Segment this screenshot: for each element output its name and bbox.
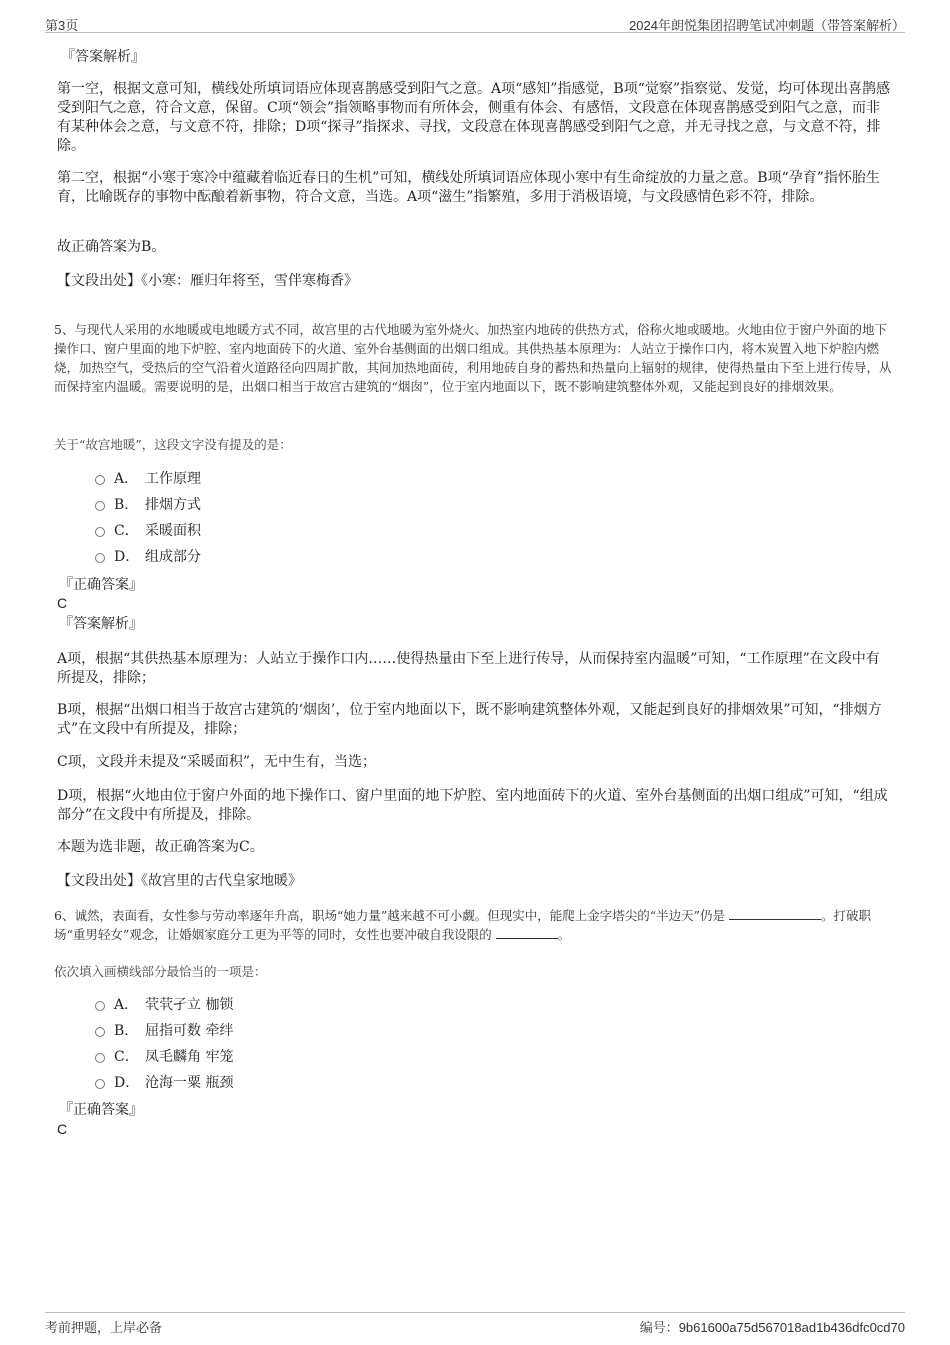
analysis-paragraph: 第一空，根据文意可知，横线处所填词语应体现喜鹊感受到阳气之意。A项“感知”指感觉，B项“觉察”指察觉、发觉，均可体现出喜鹊感受到阳气之意，符合文意，保留。C项“领会”指领略事物而有所体会，侧重有体会、有感悟，文段意在体现喜鹊感受到阳气之意，而非有某种体会之意，与文意不符，排除；D项“探寻”指探求、寻找，文段意在体现喜鹊感受到阳气之意，并无寻找之意，与文意不符，排除。 <box>57 81 891 154</box>
question-5-prompt: 关于“故宫地暖”，这段文字没有提及的是： <box>54 437 292 452</box>
page-number: 第3页 <box>45 18 79 33</box>
analysis-paragraph: C项，文段并未提及“采暖面积”，无中生有，当选； <box>57 754 377 770</box>
radio-icon[interactable] <box>95 501 105 511</box>
question-6-text: 6、诚然，表面看，女性参与劳动率逐年升高，职场“她力量”越来越不可小觑。但现实中，能爬上金字塔尖的“半边天”仍是 。打破职场“重男轻女”观念，让婚姻家庭分工更为平等的同时，女性也要冲破自我设限的 。 <box>54 908 872 942</box>
radio-icon[interactable] <box>95 1001 105 1011</box>
answer-conclusion: 本题为选非题，故正确答案为C。 <box>57 839 264 855</box>
footer-slogan: 考前押题，上岸必备 <box>45 1320 163 1335</box>
document-title: 2024年朗悦集团招聘笔试冲刺题（带答案解析） <box>629 18 905 33</box>
correct-answer-tag: 『正确答案』 <box>59 577 143 593</box>
passage-source: 【文段出处】《故宫里的古代皇家地暖》 <box>57 873 302 889</box>
answer-conclusion: 故正确答案为B。 <box>57 239 166 255</box>
answer-blank <box>729 907 821 920</box>
question-5-text: 5、与现代人采用的水地暖或电地暖方式不同，故宫里的古代地暖为室外烧火、加热室内地砖的供热方式，俗称火地或暖地。火地由位于窗户外面的地下操作口、窗户里面的地下炉腔、室内地面砖下的火道、室外台基侧面的出烟口组成。其供热基本原理为：人站立于操作口内，将木炭置入地下炉腔内燃烧，加热空气，受热后的空气沿着火道路径向四周扩散，其间加热地面砖，利用地砖自身的蓄热和热量向上辐射的规律，使得热量由下至上进行传导，从而保持室内温暖。需要说明的是，出烟口相当于故宫古建筑的“烟囱”，位于室内地面以下，既不影响建筑整体外观，又能起到良好的排烟效果。 <box>54 322 892 394</box>
answer-blank <box>496 926 558 939</box>
analysis-tag: 『答案解析』 <box>61 49 145 65</box>
radio-icon[interactable] <box>95 553 105 563</box>
radio-icon[interactable] <box>95 1027 105 1037</box>
radio-icon[interactable] <box>95 1053 105 1063</box>
correct-answer-tag: 『正确答案』 <box>59 1102 143 1118</box>
radio-icon[interactable] <box>95 1079 105 1089</box>
page-header <box>45 12 905 33</box>
analysis-paragraph: 第二空，根据“小寒于寒冷中蕴藏着临近春日的生机”可知，横线处所填词语应体现小寒中有生命绽放的力量之意。B项“孕育”指怀胎生育，比喻既存的事物中酝酿着新事物，符合文意，当选。A项“滋生”指繁殖，多用于消极语境，与文段感情色彩不符，排除。 <box>57 170 880 205</box>
radio-icon[interactable] <box>95 475 105 485</box>
analysis-paragraph: B项，根据“出烟口相当于故宫古建筑的‘烟囱’，位于室内地面以下，既不影响建筑整体外观，又能起到良好的排烟效果”可知，“排烟方式”在文段中有所提及，排除； <box>57 702 882 737</box>
analysis-paragraph: A项，根据“其供热基本原理为：人站立于操作口内……使得热量由下至上进行传导，从而保持室内温暖”可知，“工作原理”在文段中有所提及，排除； <box>57 651 880 686</box>
document-id: 编号：9b61600a75d567018ad1b436dfc0cd70 <box>639 1320 905 1335</box>
page-footer <box>45 1312 905 1338</box>
radio-icon[interactable] <box>95 527 105 537</box>
passage-source: 【文段出处】《小寒：雁归年将至，雪伴寒梅香》 <box>57 273 358 289</box>
analysis-tag: 『答案解析』 <box>59 616 143 632</box>
correct-answer: C <box>57 1121 68 1137</box>
question-6-prompt: 依次填入画横线部分最恰当的一项是： <box>54 964 267 979</box>
analysis-paragraph: D项，根据“火地由位于窗户外面的地下操作口、窗户里面的地下炉腔、室内地面砖下的火道、室外台基侧面的出烟口组成”可知，“组成部分”在文段中有所提及，排除。 <box>57 788 888 823</box>
correct-answer: C <box>57 595 68 611</box>
